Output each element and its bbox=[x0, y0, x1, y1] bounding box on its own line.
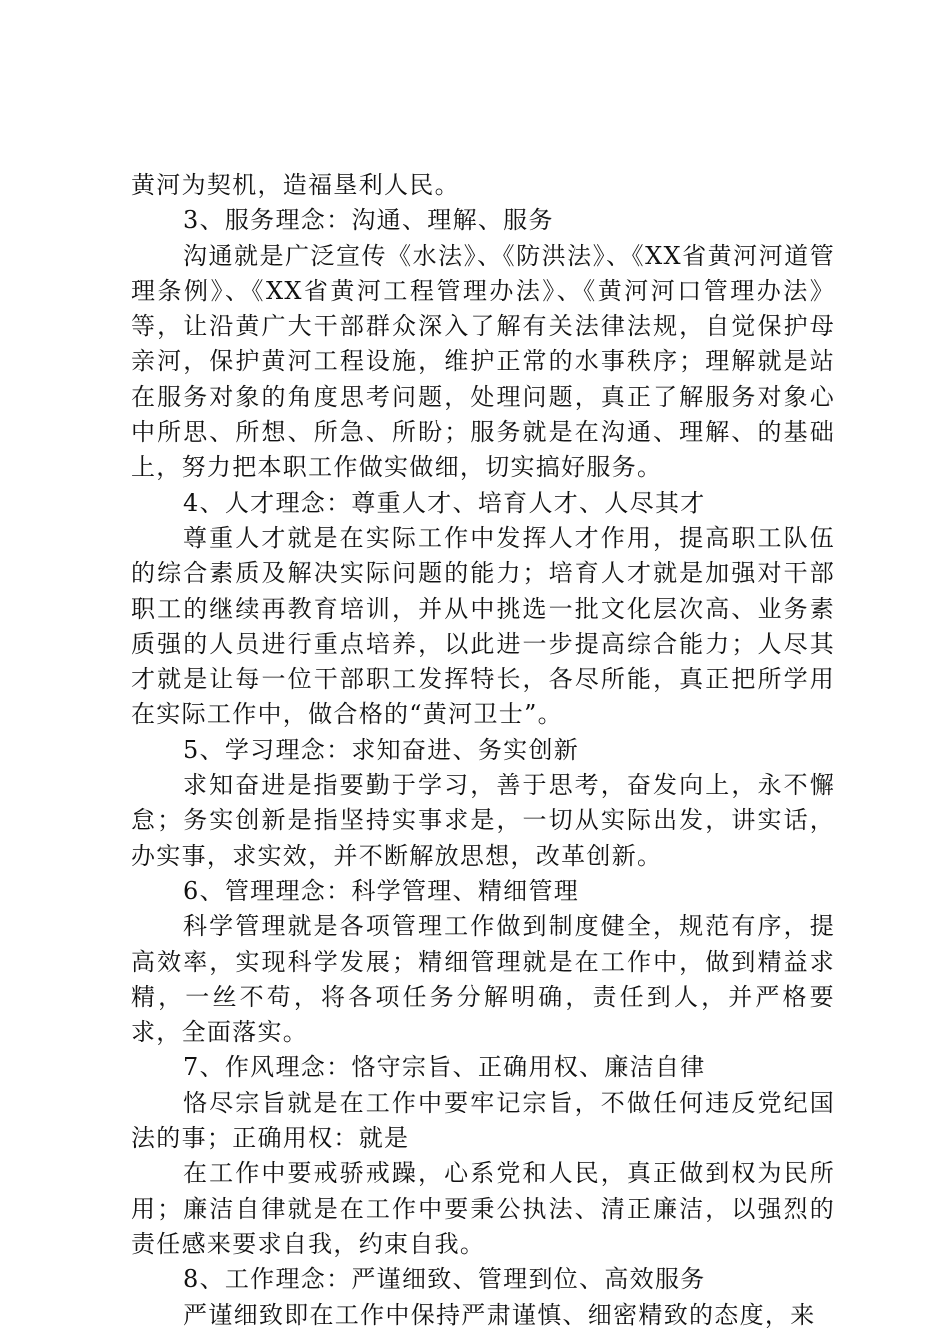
section-heading-management: 6、管理理念：科学管理、精细管理 bbox=[183, 876, 580, 905]
paragraph-management: 科学管理就是各项管理工作做到制度健全，规范有序，提高效率，实现科学发展；精细管理就是在工作中，做到精益求精，一丝不苟，将各项任务分解明确，责任到人，并严格要求，全面落实。 bbox=[131, 912, 835, 1047]
paragraph-work: 严谨细致即在工作中保持严肃谨慎、细密精致的态度，来 bbox=[183, 1300, 816, 1329]
section-heading-conduct: 7、作风理念：恪守宗旨、正确用权、廉洁自律 bbox=[183, 1053, 706, 1082]
section-heading-work: 8、工作理念：严谨细致、管理到位、高效服务 bbox=[183, 1265, 706, 1294]
paragraph-conduct-part2: 在工作中要戒骄戒躁，心系党和人民，真正做到权为民所用；廉洁自律就是在工作中要秉公执法、清正廉洁，以强烈的责任感来要求自我，约束自我。 bbox=[131, 1159, 835, 1258]
paragraph-service: 沟通就是广泛宣传《水法》、《防洪法》、《XX省黄河河道管理条例》、《XX省黄河工程管理办法》、《黄河河口管理办法》等，让沿黄广大干部群众深入了解有关法律法规，自觉保护母亲河，保护黄河工程设施，维护正常的水事秩序；理解就是站在服务对象的角度思考问题，处理问题，真正了解服务对象心中所思、所想、所急、所盼；服务就是在沟通、理解、的基础上，努力把本职工作做实做细，切实搞好服务。 bbox=[131, 241, 835, 482]
section-heading-service: 3、服务理念：沟通、理解、服务 bbox=[183, 206, 554, 235]
paragraph-continuation: 黄河为契机，造福垦利人民。 bbox=[131, 171, 460, 199]
section-heading-talent: 4、人才理念：尊重人才、培育人才、人尽其才 bbox=[183, 488, 706, 517]
document-body bbox=[131, 168, 835, 1333]
section-heading-learning: 5、学习理念：求知奋进、务实创新 bbox=[183, 735, 580, 764]
paragraph-talent: 尊重人才就是在实际工作中发挥人才作用，提高职工队伍的综合素质及解决实际问题的能力；培育人才就是加强对干部职工的继续再教育培训，并从中挑选一批文化层次高、业务素质强的人员进行重点培养，以此进一步提高综合能力；人尽其才就是让每一位干部职工发挥特长，各尽所能，真正把所学用在实际工作中，做合格的“黄河卫士”。 bbox=[131, 523, 835, 729]
paragraph-learning: 求知奋进是指要勤于学习，善于思考，奋发向上，永不懈怠；务实创新是指坚持实事求是，一切从实际出发，讲实话，办实事，求实效，并不断解放思想，改革创新。 bbox=[131, 771, 835, 870]
paragraph-conduct-part1: 恪尽宗旨就是在工作中要牢记宗旨，不做任何违反党纪国法的事；正确用权：就是 bbox=[131, 1088, 835, 1153]
